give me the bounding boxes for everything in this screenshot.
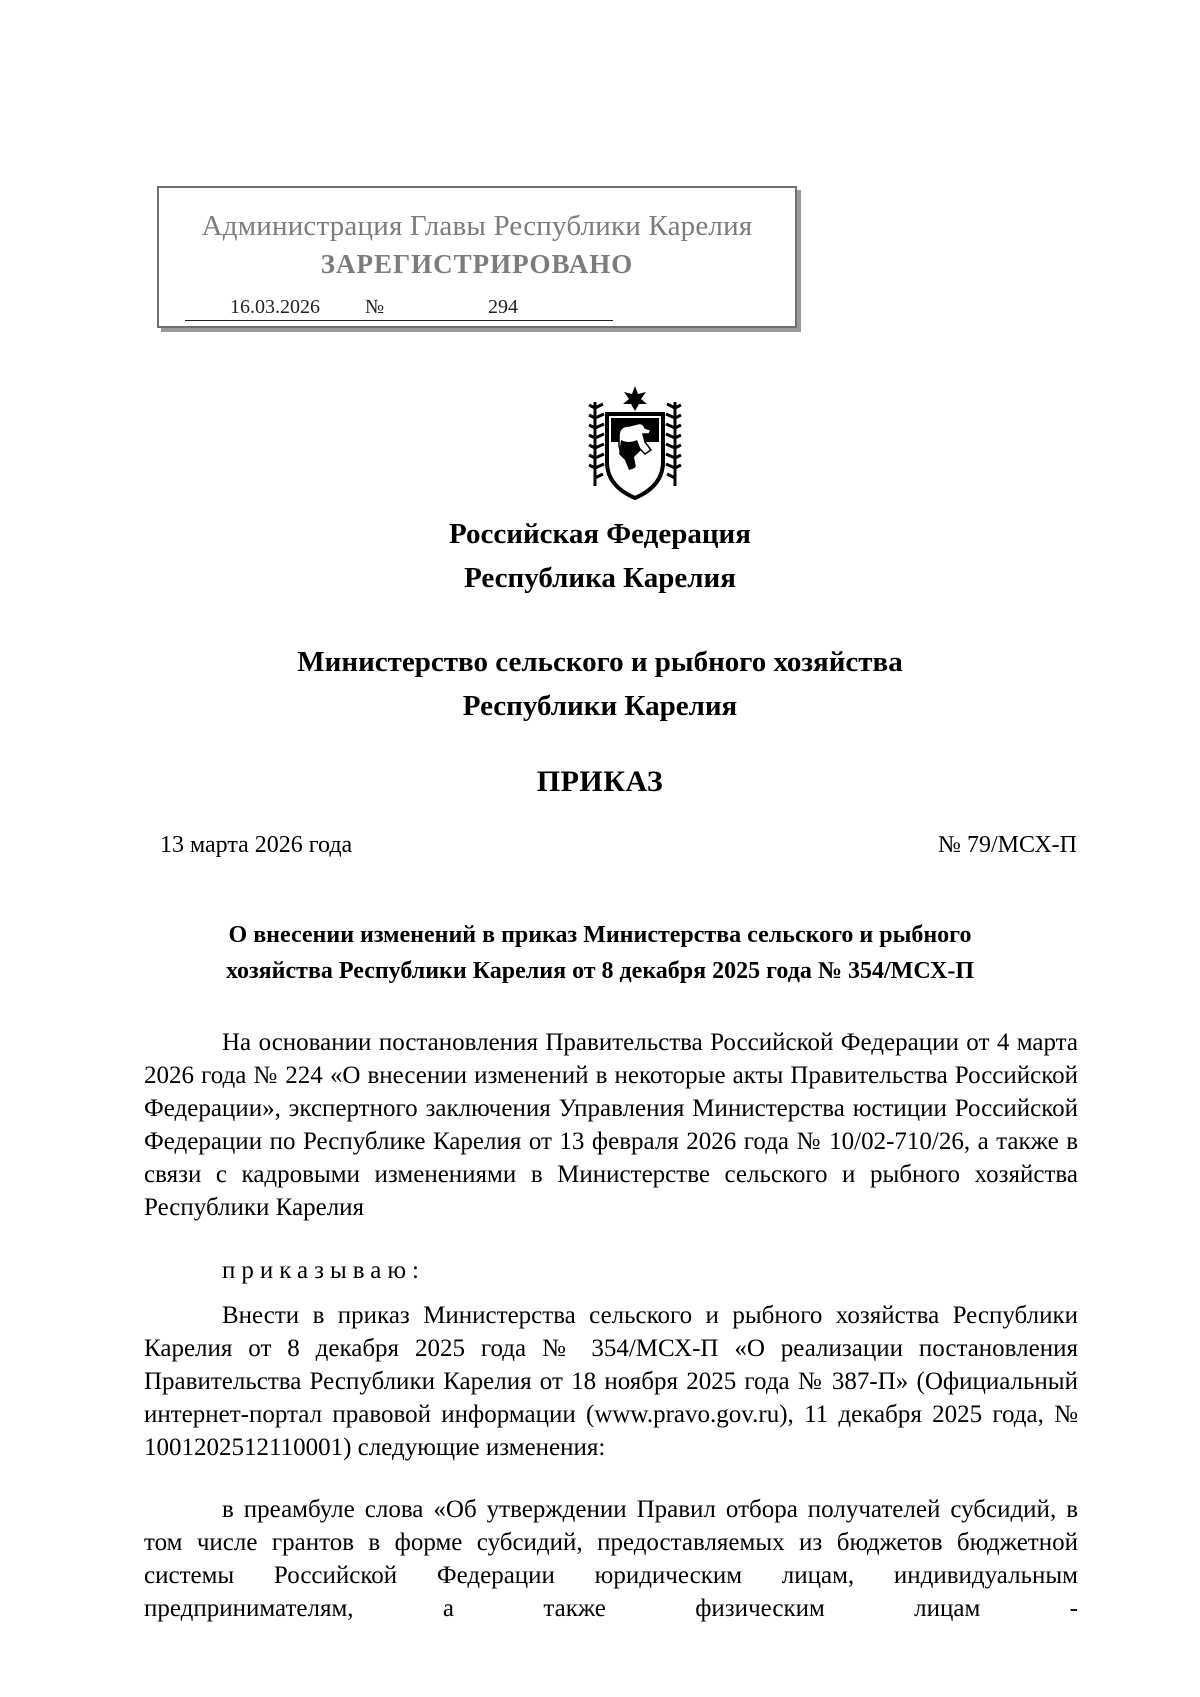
body-paragraph-basis <box>144 1026 1078 1224</box>
paragraph-preamble-text: в преамбуле слова «Об утверждении Правил отбора получателей субсидий, в том числе грантов в форме субсидий, предоставляемых из бюджетов бюджетной системы Российской Федерации юридическим лицам, индивидуальным предпринимателям, а также физическим лицам - <box>144 1496 1078 1622</box>
document-title-line2: хозяйства Республики Карелия от 8 декабря 2025 года № 354/МСХ-П <box>225 958 975 984</box>
document-title-line1: О внесении изменений в приказ Министерства сельского и рыбного <box>228 922 972 948</box>
paragraph-basis-text: На основании постановления Правительства Российской Федерации от 4 марта 2026 года № 224 «О внесении изменений в некоторые акты Правительства Российской Федерации», экспертного заключения Управления Министерства юстиции Российской Федерации по Республике Карелия от 13 февраля 2026 года № 10/02-710/26, а также в связи с кадровыми изменениями в Министерстве сельского и рыбного хозяйства Республики Карелия <box>144 1029 1078 1221</box>
document-type: ПРИКАЗ <box>536 765 664 798</box>
registration-stamp <box>157 186 797 328</box>
decree-word: приказываю: <box>222 1257 425 1284</box>
heading-region: Республика Карелия <box>464 562 736 594</box>
paragraph-amend-text: Внести в приказ Министерства сельского и рыбного хозяйства Республики Карелия от 8 декабря 2025 года № 354/МСХ-П «О реализации постановления Правительства Республики Карелия от 18 ноября 2025 года № 387-П» (Официальный интернет-портал правовой информации (www.pravo.gov.ru), 11 декабря 2025 года, № 1001202512110001) следующие изменения: <box>144 1302 1078 1461</box>
coat-of-arms-icon <box>585 384 685 504</box>
body-paragraph-preamble <box>144 1493 1078 1625</box>
order-date: 13 марта 2026 года <box>160 832 353 858</box>
order-number: № 79/МСХ-П <box>938 832 1077 858</box>
heading-country: Российская Федерация <box>449 518 751 550</box>
stamp-status: ЗАРЕГИСТРИРОВАНО <box>320 249 634 279</box>
heading-ministry-line2: Республики Карелия <box>462 690 738 722</box>
stamp-authority: Администрация Главы Республики Карелия <box>201 210 753 242</box>
stamp-number: 294 <box>393 296 613 321</box>
stamp-date: 16.03.2026 <box>185 296 365 321</box>
body-decree <box>144 1254 1078 1287</box>
body-paragraph-amend <box>144 1299 1078 1464</box>
stamp-number-label: № <box>365 296 393 321</box>
heading-ministry-line1: Министерство сельского и рыбного хозяйства <box>297 646 903 678</box>
